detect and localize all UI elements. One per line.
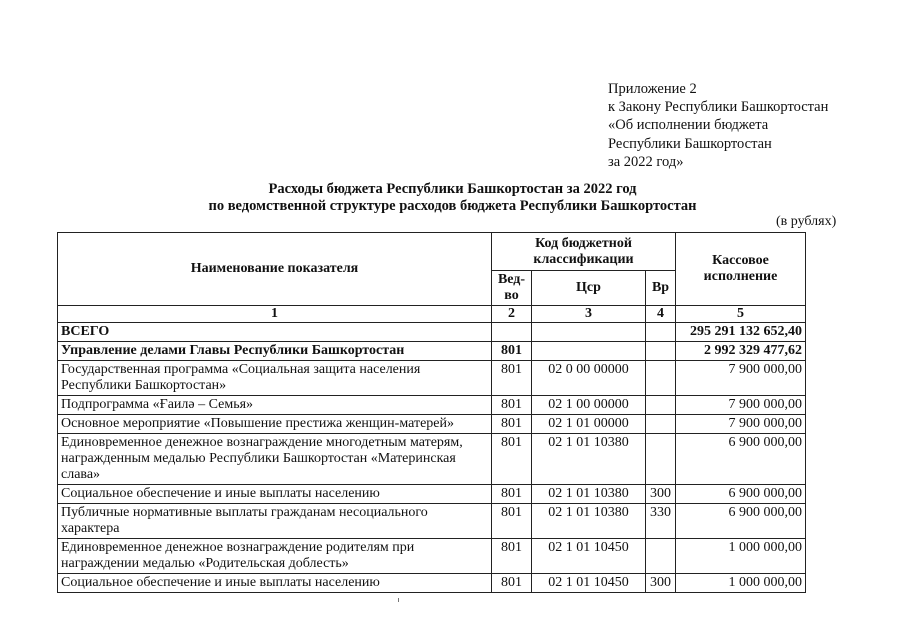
cell-ved: 801 [492, 361, 532, 396]
table-row [58, 574, 806, 593]
cell-csr: 02 1 01 10450 [532, 539, 646, 574]
table-row [58, 396, 806, 415]
appendix-line: Республики Башкортостан [608, 135, 772, 152]
cell-csr [532, 323, 646, 342]
cell-name: Управление делами Главы Республики Башкортостан [58, 342, 492, 361]
cell-csr: 02 1 01 10380 [532, 434, 646, 485]
cell-vr [646, 323, 676, 342]
column-number: 5 [676, 306, 806, 323]
cell-ved [492, 323, 532, 342]
cell-sum: 1 000 000,00 [676, 539, 806, 574]
cell-name: Подпрограмма «Ғаилә – Семья» [58, 396, 492, 415]
cell-sum: 6 900 000,00 [676, 434, 806, 485]
column-number: 4 [646, 306, 676, 323]
cell-ved: 801 [492, 396, 532, 415]
appendix-line: к Закону Республики Башкортостан [608, 99, 829, 116]
cell-ved: 801 [492, 415, 532, 434]
cell-name: Публичные нормативные выплаты гражданам несоциального характера [58, 504, 492, 539]
cell-vr [646, 396, 676, 415]
cell-vr [646, 361, 676, 396]
cell-vr [646, 539, 676, 574]
cell-sum: 295 291 132 652,40 [676, 323, 806, 342]
header-code-group: Код бюджетной классификации [492, 233, 676, 271]
appendix-line: за 2022 год» [608, 153, 684, 170]
scan-mark [398, 598, 399, 602]
table-row [58, 434, 806, 485]
cell-name: ВСЕГО [58, 323, 492, 342]
cell-ved: 801 [492, 485, 532, 504]
cell-sum: 2 992 329 477,62 [676, 342, 806, 361]
table-row [58, 361, 806, 396]
cell-name: Единовременное денежное вознаграждение родителям при награждении медалью «Родительская доблесть» [58, 539, 492, 574]
column-number: 2 [492, 306, 532, 323]
cell-csr: 02 1 01 10380 [532, 504, 646, 539]
table-row [58, 323, 806, 342]
cell-sum: 6 900 000,00 [676, 485, 806, 504]
cell-name: Единовременное денежное вознаграждение многодетным матерям, награжденным медалью Республики Башкортостан «Материнская слава» [58, 434, 492, 485]
table-row [58, 539, 806, 574]
cell-ved: 801 [492, 504, 532, 539]
column-number: 1 [58, 306, 492, 323]
cell-name: Государственная программа «Социальная защита населения Республики Башкортостан» [58, 361, 492, 396]
cell-csr: 02 1 01 10450 [532, 574, 646, 593]
appendix-line: «Об исполнении бюджета [608, 117, 769, 134]
cell-name: Основное мероприятие «Повышение престижа женщин-матерей» [58, 415, 492, 434]
cell-csr: 02 0 00 00000 [532, 361, 646, 396]
cell-sum: 1 000 000,00 [676, 574, 806, 593]
column-numbers-row [58, 306, 806, 323]
appendix-line: Приложение 2 [608, 81, 697, 97]
cell-sum: 7 900 000,00 [676, 415, 806, 434]
table-row [58, 342, 806, 361]
cell-name: Социальное обеспечение и иные выплаты населению [58, 574, 492, 593]
cell-vr [646, 434, 676, 485]
header-sum: Кассовое исполнение [676, 233, 806, 306]
units-note: (в рублях) [776, 214, 837, 229]
header-csr: Цср [532, 271, 646, 306]
cell-sum: 6 900 000,00 [676, 504, 806, 539]
cell-vr [646, 342, 676, 361]
cell-sum: 7 900 000,00 [676, 396, 806, 415]
column-number: 3 [532, 306, 646, 323]
budget-table [57, 232, 806, 593]
cell-sum: 7 900 000,00 [676, 361, 806, 396]
cell-vr: 300 [646, 574, 676, 593]
header-ved: Вед-во [492, 271, 532, 306]
cell-vr: 300 [646, 485, 676, 504]
cell-vr: 330 [646, 504, 676, 539]
cell-ved: 801 [492, 434, 532, 485]
cell-ved: 801 [492, 342, 532, 361]
cell-name: Социальное обеспечение и иные выплаты населению [58, 485, 492, 504]
cell-vr [646, 415, 676, 434]
document-title-line-2: по ведомственной структуре расходов бюджета Республики Башкортостан [208, 198, 697, 214]
table-row [58, 485, 806, 504]
cell-ved: 801 [492, 574, 532, 593]
header-name: Наименование показателя [58, 233, 492, 306]
table-row [58, 415, 806, 434]
cell-csr [532, 342, 646, 361]
document-title-line-1: Расходы бюджета Республики Башкортостан за 2022 год [268, 181, 637, 197]
cell-csr: 02 1 01 10380 [532, 485, 646, 504]
appendix-note [608, 80, 828, 171]
cell-ved: 801 [492, 539, 532, 574]
table-row [58, 504, 806, 539]
header-vr: Вр [646, 271, 676, 306]
cell-csr: 02 1 01 00000 [532, 415, 646, 434]
cell-csr: 02 1 00 00000 [532, 396, 646, 415]
